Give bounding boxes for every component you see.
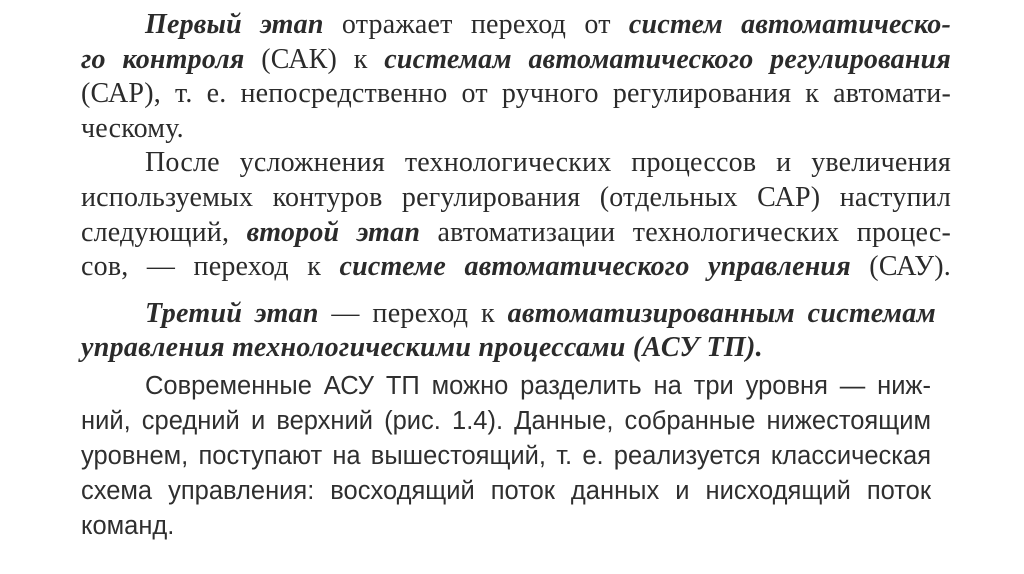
text-run: — переход к	[318, 298, 508, 329]
text-run: следующий,	[81, 216, 247, 248]
text-run: ний, средний и верхний (рис. 1.4). Данные, собранные нижестоящим	[81, 407, 931, 435]
emphasized-text: управления технологическими процессами (АСУ ТП).	[81, 332, 763, 363]
paragraph-first-stage	[81, 8, 951, 146]
emphasized-text: системе автоматического управления	[339, 251, 851, 283]
text-line	[81, 250, 951, 285]
text-run: автоматизации технологических процес-	[420, 216, 952, 248]
emphasized-text: второй этап	[246, 216, 421, 248]
text-line	[81, 146, 951, 181]
text-run: ческому.	[81, 112, 184, 144]
emphasized-text: системам автоматического регулирования	[384, 43, 951, 75]
text-run: команд.	[81, 512, 175, 540]
text-line	[81, 439, 931, 474]
emphasized-text: систем автоматическо-	[628, 9, 951, 40]
text-run: уровнем, поступают на вышестоящий, т. е. реализуется классическая	[81, 442, 931, 470]
text-line	[81, 216, 951, 251]
text-run: Современные АСУ ТП можно разделить на три уровня — ниж-	[145, 372, 931, 400]
emphasized-text: автоматизированным системам	[507, 298, 936, 329]
sans-text-block	[81, 369, 931, 544]
text-run: (САК) к	[244, 43, 385, 75]
paragraph-second-stage	[81, 146, 951, 284]
text-line	[81, 112, 951, 147]
emphasized-text: Первый этап	[145, 9, 324, 40]
paragraph-third-stage	[81, 297, 936, 365]
emphasized-text: Третий этап	[145, 298, 319, 329]
text-run: используемых контуров регулирования (отдельных САР) наступил	[81, 181, 951, 213]
text-run: (САУ).	[850, 251, 952, 283]
serif-text-block-2	[81, 297, 936, 365]
text-line	[81, 43, 951, 78]
text-run: После усложнения технологических процессов и увеличения	[145, 147, 951, 179]
paragraph-asu-levels	[81, 369, 931, 544]
text-run: схема управления: восходящий поток данных и нисходящий поток	[81, 477, 931, 505]
text-run: отражает переход от	[323, 9, 629, 40]
serif-text-block	[81, 8, 951, 285]
text-line	[81, 369, 931, 404]
text-line	[81, 77, 951, 112]
text-run: сов, — переход к	[81, 251, 340, 283]
text-line	[81, 297, 936, 331]
text-line	[81, 404, 931, 439]
text-line	[81, 474, 931, 509]
text-line	[81, 509, 931, 544]
text-run: (САР), т. е. непосредственно от ручного регулирования к автомати-	[81, 78, 951, 110]
text-line	[81, 331, 936, 365]
emphasized-text: го контроля	[81, 43, 245, 75]
text-line	[81, 181, 951, 216]
text-line	[81, 8, 951, 43]
